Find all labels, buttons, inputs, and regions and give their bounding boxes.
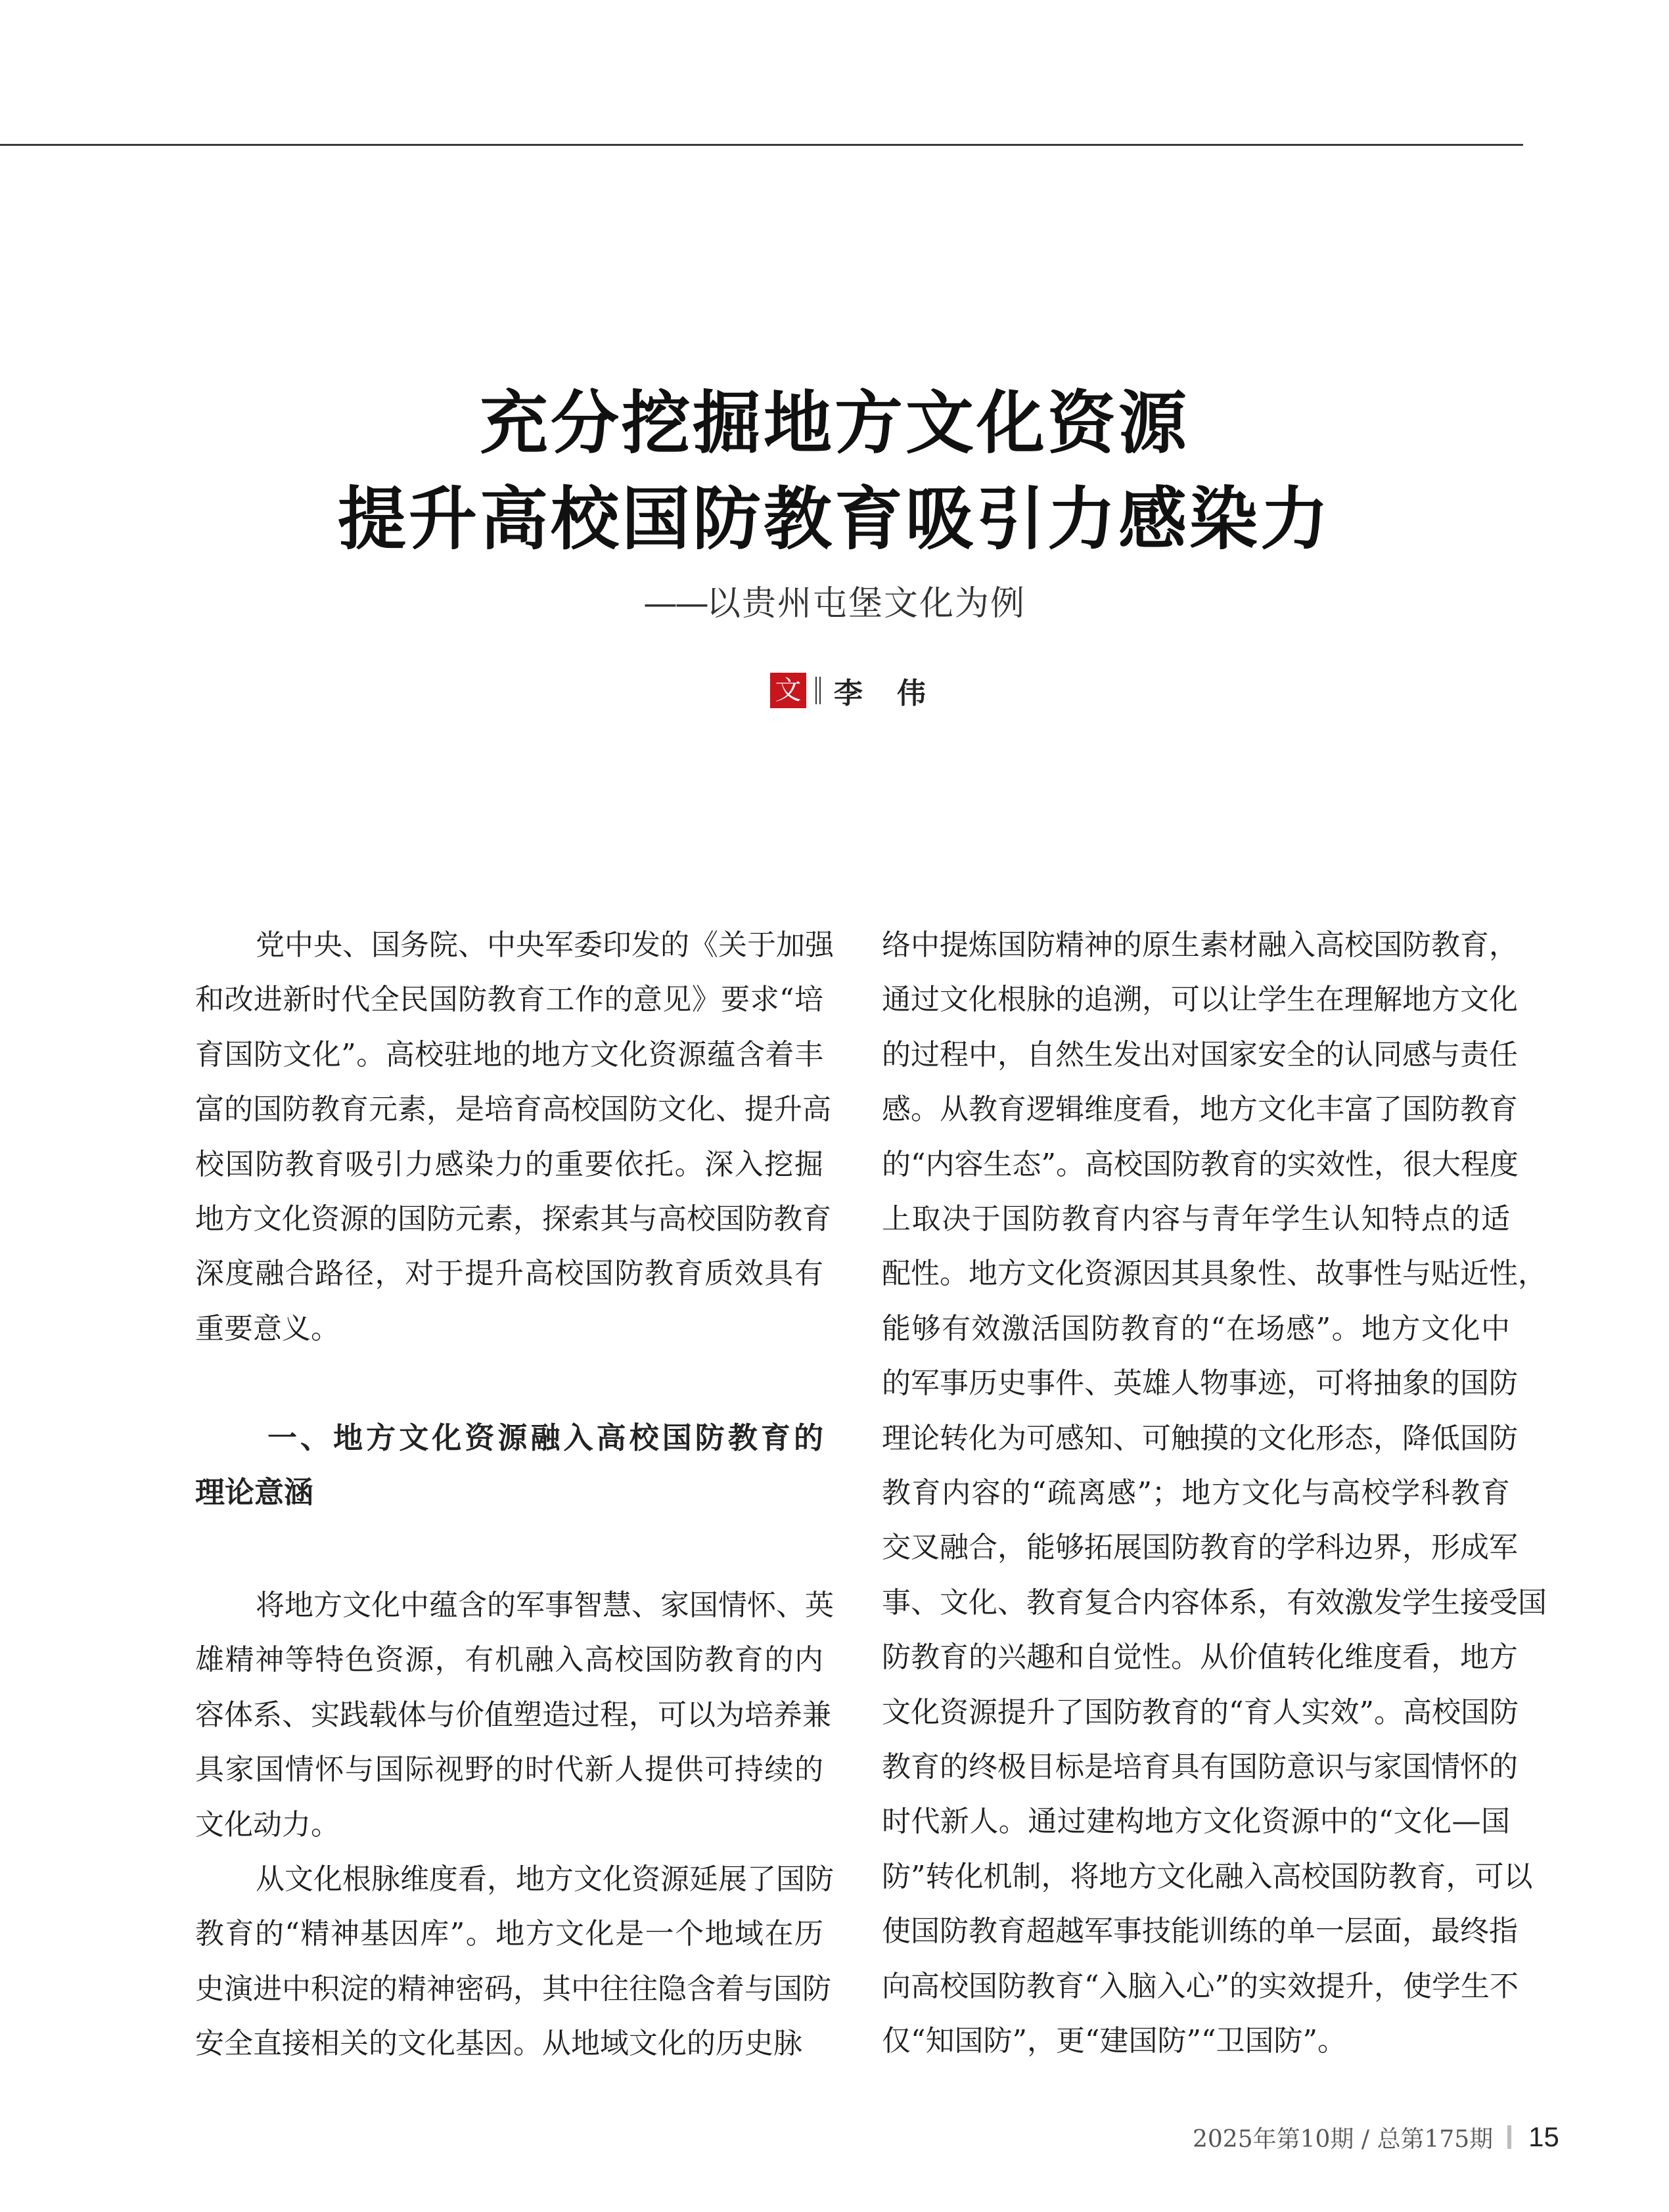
paragraph-line: 地方文化资源的国防元素，探索其与高校国防教育 [195, 1202, 831, 1236]
paragraph-line: 防教育的兴趣和自觉性。从价值转化维度看，地方 [882, 1640, 1518, 1675]
paragraph-line: 党中央、国务院、中央军委印发的《关于加强 [256, 928, 834, 962]
subtitle-text: 以贵州屯堡文化为例 [706, 584, 1026, 623]
paragraph-line: 文化资源提升了国防教育的“育人实效”。高校国防 [882, 1695, 1519, 1729]
paragraph-line: 容体系、实践载体与价值塑造过程，可以为培养兼 [195, 1698, 831, 1732]
paragraph-line: 能够有效激活国防教育的“在场感”。地方文化中 [882, 1311, 1510, 1345]
paragraph-line: 仅“知国防”，更“建国防”“卫国防”。 [882, 2024, 1346, 2058]
page-footer [1193, 2121, 1559, 2153]
wen-badge-icon: 文 [770, 673, 806, 708]
paragraph-line: 交叉融合，能够拓展国防教育的学科边界，形成军 [882, 1531, 1518, 1565]
paragraph-line: 上取决于国防教育内容与青年学生认知特点的适 [882, 1202, 1510, 1236]
paragraph-line: 的“内容生态”。高校国防教育的实效性，很大程度 [882, 1147, 1519, 1181]
paragraph-line: 富的国防教育元素，是培育高校国防文化、提升高 [195, 1093, 831, 1127]
paragraph-line: 防”转化机制，将地方文化融入高校国防教育，可以 [882, 1859, 1533, 1893]
paragraph-line: 教育的“精神基因库”。地方文化是一个地域在历 [195, 1917, 823, 1951]
paragraph-line: 时代新人。通过建构地方文化资源中的“文化—国 [882, 1805, 1510, 1839]
paragraph-line: 史演进中积淀的精神密码，其中往往隐含着与国防 [195, 1972, 831, 2006]
paragraph-line: 具家国情怀与国际视野的时代新人提供可持续的 [195, 1753, 823, 1787]
footer-divider [1507, 2125, 1511, 2149]
paragraph-line: 安全直接相关的文化基因。从地域文化的历史脉 [195, 2027, 802, 2061]
paragraph-line: 的过程中，自然生发出对国家安全的认同感与责任 [882, 1037, 1518, 1072]
paragraph-line: 的军事历史事件、英雄人物事迹，可将抽象的国防 [882, 1366, 1518, 1401]
paragraph-line: 和改进新时代全民国防教育工作的意见》要求“培 [195, 983, 823, 1017]
article-subtitle [0, 584, 1669, 623]
paragraph-line: 深度融合路径，对于提升高校国防教育质效具有 [195, 1257, 823, 1291]
paragraph-line: 使国防教育超越军事技能训练的单一层面，最终指 [882, 1914, 1518, 1949]
paragraph-line: 络中提炼国防精神的原生素材融入高校国防教育， [882, 928, 1518, 962]
paragraph-line: 校国防教育吸引力感染力的重要依托。深入挖掘 [195, 1147, 823, 1181]
paragraph-line: 雄精神等特色资源，有机融入高校国防教育的内 [195, 1643, 823, 1677]
paragraph-line: 重要意义。 [195, 1311, 340, 1345]
issue-label: 2025年第10期 / 总第175期 [1193, 2125, 1494, 2153]
paragraph-line: 通过文化根脉的追溯，可以让学生在理解地方文化 [882, 983, 1518, 1017]
author-name: 李伟 [834, 677, 960, 710]
double-bar-divider [815, 677, 821, 704]
paragraph-line: 理论转化为可感知、可触摸的文化形态，降低国防 [882, 1421, 1518, 1455]
page-number: 15 [1528, 2121, 1559, 2152]
paragraph-line: 将地方文化中蕴含的军事智慧、家国情怀、英 [256, 1589, 834, 1622]
section-heading-line: 一、地方文化资源融入高校国防教育的 [267, 1420, 823, 1455]
article-title-line-1: 充分挖掘地方文化资源 [479, 383, 1189, 463]
subtitle-dash: —— [643, 584, 706, 623]
paragraph-line: 感。从教育逻辑维度看，地方文化丰富了国防教育 [882, 1093, 1518, 1127]
paragraph-line: 向高校国防教育“入脑入心”的实效提升，使学生不 [882, 1969, 1519, 2003]
section-heading-line: 理论意涵 [195, 1475, 314, 1510]
paragraph-line: 事、文化、教育复合内容体系，有效激发学生接受国 [882, 1585, 1547, 1619]
paragraph-line: 从文化根脉维度看，地方文化资源延展了国防 [256, 1862, 834, 1896]
article-title-line-2: 提升高校国防教育吸引力感染力 [337, 479, 1331, 559]
byline [770, 673, 960, 708]
paragraph-line: 教育的终极目标是培育具有国防意识与家国情怀的 [882, 1750, 1518, 1784]
paragraph-line: 教育内容的“疏离感”；地方文化与高校学科教育 [882, 1476, 1510, 1510]
paragraph-line: 文化动力。 [195, 1807, 340, 1841]
paragraph-line: 育国防文化”。高校驻地的地方文化资源蕴含着丰 [195, 1037, 823, 1072]
top-rule [0, 144, 1523, 146]
paragraph-line: 配性。地方文化资源因其具象性、故事性与贴近性， [882, 1257, 1547, 1291]
